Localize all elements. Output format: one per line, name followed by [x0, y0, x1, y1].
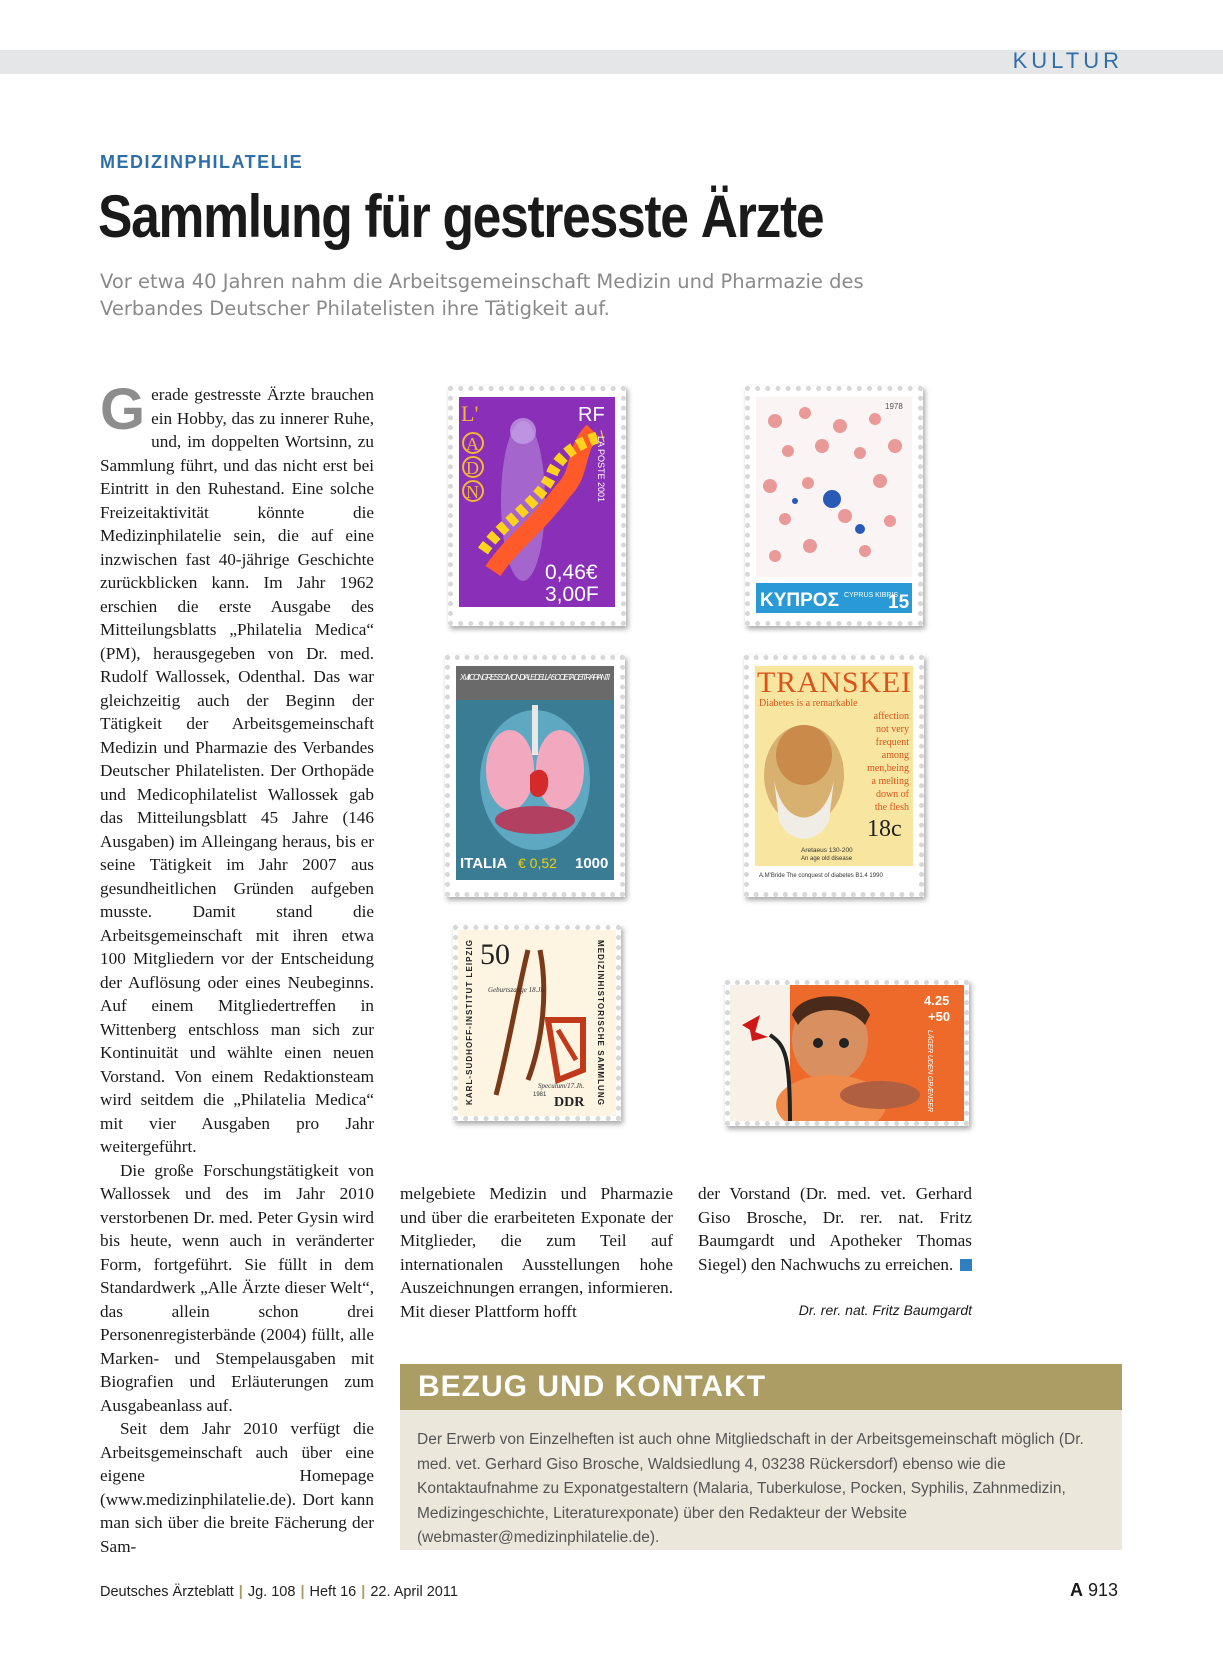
stamp-ddr-image — [458, 930, 616, 1116]
stamp-italia-country: ITALIA — [460, 855, 508, 872]
body-column-3 — [698, 1182, 972, 1276]
stamp-cyprus-image — [750, 391, 918, 621]
stamp-transkei-line-1: affection — [873, 711, 909, 722]
footer-separator: | — [300, 1584, 305, 1600]
stamp-cyprus-name2: CYPRUS KIBRIS — [844, 592, 899, 599]
article-kicker: MEDIZINPHILATELIE — [100, 152, 304, 172]
stamp-adn-country: RF — [578, 404, 605, 426]
footer-date: 22. April 2011 — [370, 1584, 458, 1600]
stamp-italia — [445, 655, 625, 897]
paragraph-3: Seit dem Jahr 2010 verfügt die Arbeitsgemeinschaft auch über eine eigene Homepage (www.medizinphilatelie.de). Dort kann man sich über die breite Fächerung der Sam- — [100, 1419, 374, 1556]
stamp-cyprus-year: 1978 — [885, 402, 903, 411]
footer-volume: Jg. 108 — [247, 1584, 296, 1600]
footer-issue: Heft 16 — [309, 1584, 357, 1600]
stamp-ddr-label2: Speculum/17.Jh. — [538, 1082, 585, 1090]
stamp-child-value1: 4.25 — [924, 993, 950, 1008]
info-box-title: BEZUG UND KONTAKT — [418, 1370, 767, 1403]
stamp-transkei-line-2: not very — [875, 724, 909, 735]
stamp-transkei-caption2: An age old disease — [801, 856, 853, 862]
stamp-italia-image — [450, 660, 620, 892]
stamp-transkei-line-0: Diabetes is a remarkable — [759, 698, 858, 709]
article-title: Sammlung für gestresste Ärzte — [98, 183, 824, 250]
stamp-transkei-value: 18c — [867, 816, 902, 842]
stamp-ddr-side: KARL-SUDHOFF-INSTITUT LEIPZIG — [465, 940, 474, 1105]
stamp-adn-side: LA POSTE 2001 — [596, 436, 606, 503]
stamp-child-image — [730, 985, 964, 1121]
footer-separator: | — [361, 1584, 366, 1600]
body-column-2 — [400, 1182, 673, 1323]
stamp-transkei-title: TRANSKEI — [757, 666, 911, 699]
end-mark-icon — [960, 1259, 972, 1271]
stamp-cyprus-value: 15 — [888, 592, 910, 613]
stamp-ddr-value: 50 — [480, 938, 510, 971]
stamp-ddr-year: 1981 — [533, 1092, 547, 1098]
stamp-transkei-line-6: a melting — [871, 776, 909, 787]
stamp-cyprus-name: ΚΥΠΡΟΣ — [760, 590, 839, 611]
stamp-transkei-line-8: the flesh — [874, 802, 909, 813]
stamp-adn-letter-2: D — [466, 458, 479, 478]
page-footer — [100, 1584, 458, 1600]
stamp-cyprus — [745, 386, 923, 626]
stamp-italia-top: XVIII CONGRESSO MONDIALE DELLA SOCIETA DEI TRAPIANTI — [460, 673, 610, 682]
info-box-header — [400, 1364, 1122, 1410]
section-label: KULTUR — [1012, 48, 1123, 73]
page-prefix: A — [1069, 1580, 1083, 1600]
stamp-italia-value2: 1000 — [575, 855, 609, 872]
info-box-text: Der Erwerb von Einzelheften ist auch ohne Mitgliedschaft in der Arbeitsgemeinschaft möglich (Dr. med. vet. Gerhard Giso Brosche, Waldsiedlung 4, 03238 Rückersdorf) ebenso wie die Kontaktaufnahme zu Exponatgestaltern (Malaria, Tuberkulose, Pocken, Syphilis, Zahnmedizin, Medizingeschichte, Literaturexponate) über den Redakteur der Website (webmaster@medizinphilatelie.de). — [417, 1431, 1084, 1546]
stamp-transkei — [744, 655, 924, 897]
info-box — [400, 1364, 1122, 1550]
stamp-adn-letter-3: N — [466, 482, 479, 502]
footer-separator: | — [238, 1584, 243, 1600]
stamp-ddr — [453, 925, 621, 1121]
stamp-ddr-label1: Geburtszange 18.Jh. — [488, 986, 546, 994]
stamp-transkei-line-3: frequent — [875, 737, 909, 748]
stamp-adn-letter-1: A — [466, 434, 479, 454]
page-number — [1070, 1580, 1118, 1601]
stamp-ddr-country: DDR — [554, 1095, 585, 1110]
stamp-adn-value1: 0,46€ — [545, 561, 598, 584]
article-standfirst: Vor etwa 40 Jahren nahm die Arbeitsgemeinschaft Medizin und Pharmazie des Verbandes Deutscher Philatelisten ihre Tätigkeit auf. — [100, 270, 864, 320]
stamp-transkei-line-4: among — [881, 750, 909, 761]
paragraph-2: Die große Forschungstätigkeit von Wallossek und des im Jahr 2010 verstorbenen Dr. med. Peter Gysin wird bis heute, wenn auch in veränderter Form, fortgeführt. Sie füllt in dem Standardwerk „Alle Ärzte dieser Welt“, das allein schon drei Personenregisterbände (2004) füllt, alle Marken- und Stempelausgaben mit Biografien und Erläuterungen zum Ausgabeanlass auf. — [100, 1160, 374, 1415]
stamp-ddr-side2: MEDIZINHISTORISCHE SAMMLUNG — [596, 940, 605, 1105]
paragraph-4: melgebiete Medizin und Pharmazie und über die erarbeiteten Exponate der Mitglieder, die zum Teil auf internationalen Ausstellungen hohe Auszeichnungen errangen, informieren. Mit dieser Plattform hofft — [400, 1184, 673, 1321]
body-column-1 — [100, 377, 374, 1558]
stamp-transkei-line-5: men,being — [867, 763, 909, 774]
author-byline: Dr. rer. nat. Fritz Baumgardt — [798, 1302, 972, 1318]
paragraph-5: der Vorstand (Dr. med. vet. Gerhard Giso Brosche, Dr. rer. nat. Fritz Baumgardt und Apotheker Thomas Siegel) den Nachwuchs zu erreichen. — [698, 1184, 972, 1274]
stamp-child-value2: +50 — [928, 1009, 951, 1024]
stamp-adn — [448, 386, 626, 626]
footer-journal: Deutsches Ärzteblatt — [100, 1584, 234, 1600]
stamp-adn-letter-0: L' — [461, 401, 479, 426]
stamp-transkei-caption: Aretaeus 130-200 — [801, 847, 853, 854]
stamp-transkei-image — [749, 660, 919, 892]
stamp-child — [725, 980, 969, 1126]
stamp-adn-image — [453, 391, 621, 621]
stamp-adn-value2: 3,00F — [545, 583, 599, 606]
stamp-transkei-line-7: down of — [875, 789, 909, 800]
paragraph-1: erade gestresste Ärzte brauchen ein Hobby, das zu innerer Ruhe, und, im doppelten Wortsinn, zu Sammlung führt, und das nicht erst bei Eintritt in den Ruhestand. Eine solche Freizeitaktivität könnte die Medizinphilatelie sein, die auf eine inzwischen fast 40-jährige Geschichte zurückblicken kann. Im Jahr 1962 erschien die erste Ausgabe des Mitteilungsblatts „Philatelia Medica“ (PM), herausgegeben von Dr. med. Rudolf Wallossek, Odenthal. Das war gleichzeitig auch der Beginn der Tätigkeit der Arbeitsgemeinschaft Medizin und Pharmazie des Verbandes Deutscher Philatelisten. Der Orthopäde und Medicophilatelist Wallossek gab das Mitteilungsblatt 45 Jahre (146 Ausgaben) im Alleingang heraus, bis er seine Tätigkeit im Jahr 2007 aus gesundheitlichen Gründen aufgeben musste. Damit stand die Arbeitsgemeinschaft mit ihren etwa 100 Mitgliedern vor der Entscheidung der Auflösung oder eines Neubeginns. Auf einem Mitgliedertreffen in Wittenberg entschloss man sich zur Kontinuität und wählte einen neuen Vorstand. Von einem Redaktionsteam wird seitdem die „Philatelia Medica“ mit vier Ausgaben pro Jahr weitergeführt. — [100, 385, 374, 1156]
stamp-transkei-footer: A.M'Bride The conquest of diabetes B1.4 1990 — [759, 873, 883, 879]
stamp-italia-value: € 0,52 — [518, 855, 557, 871]
stamp-child-side: LÄGER UDEN GRÆNSER — [926, 1030, 933, 1112]
page-number-value: 913 — [1087, 1580, 1118, 1600]
drop-cap: G — [100, 377, 146, 442]
